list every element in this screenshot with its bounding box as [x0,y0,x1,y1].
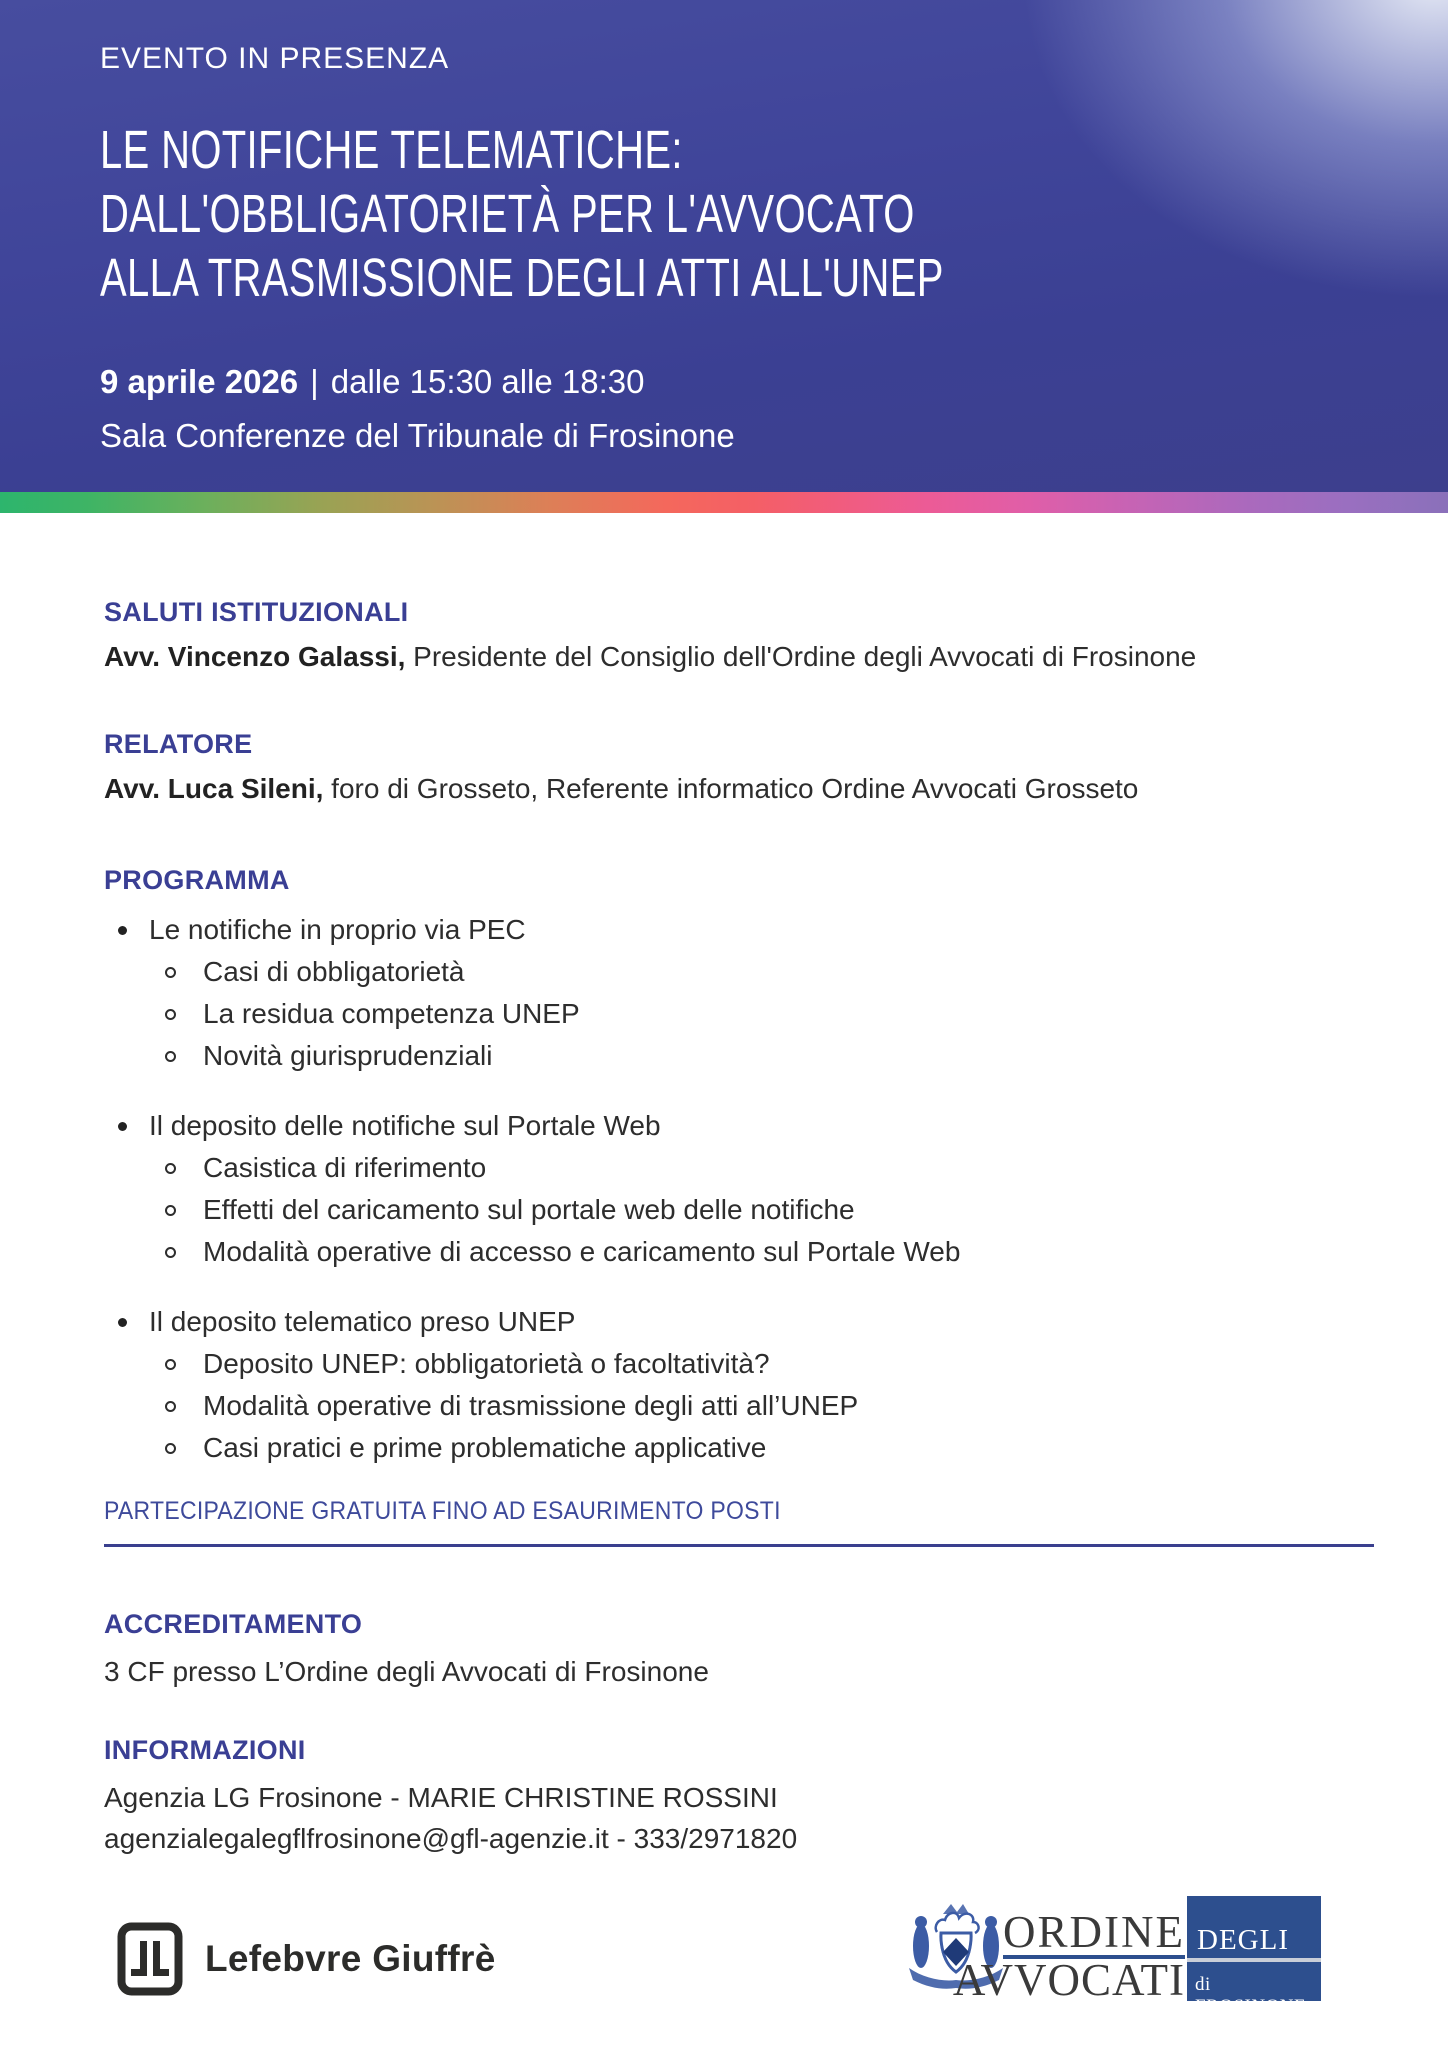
relatore-speaker-role: foro di Grosseto, Referente informatico Ordine Avvocati Grosseto [323,773,1139,804]
program-subitem [104,993,1372,1035]
program-item [104,909,1372,951]
hero-banner [0,0,1448,492]
saluti-speaker-line [104,637,1372,677]
bullet-circle-icon [165,967,176,978]
program-subitem [104,1147,1372,1189]
informazioni-email-line: agenzialegalegflfrosinone@gfl-agenzie.it - 333/2971820 [104,1823,798,1854]
program-group [104,1301,1372,1469]
bullet-dot-icon [118,1122,127,1131]
section-heading-accreditamento: ACCREDITAMENTO [104,1609,363,1639]
lefebvre-giuffre-logo [117,1922,496,1996]
program-item-label: Il deposito delle notifiche sul Portale Web [149,1110,661,1141]
bullet-circle-icon [165,1359,176,1370]
program-subitem [104,1189,1372,1231]
relatore-speaker-line [104,769,1372,809]
bullet-circle-icon [165,1247,176,1258]
section-divider-rule [104,1544,1374,1547]
event-venue: Sala Conferenze del Tribunale di Frosinone [100,417,735,454]
program-subitem-label: Effetti del caricamento sul portale web delle notifiche [203,1194,855,1225]
lefebvre-mark-icon [117,1922,183,1996]
section-heading-relatore: RELATORE [104,729,253,759]
program-subitem-label: Deposito UNEP: obbligatorietà o facoltatività? [203,1348,770,1379]
section-heading-informazioni: INFORMAZIONI [104,1735,306,1765]
program-subitem-label: Novità giurisprudenziali [203,1040,493,1071]
bullet-circle-icon [165,1163,176,1174]
section-heading-saluti: SALUTI ISTITUZIONALI [104,597,409,627]
event-title-line-2: DALL'OBBLIGATORIETÀ PER L'AVVOCATO [100,184,915,244]
free-participation-note: PARTECIPAZIONE GRATUITA FINO AD ESAURIMENTO POSTI [104,1497,781,1525]
bullet-circle-icon [165,1205,176,1216]
event-title-line-3: ALLA TRASMISSIONE DEGLI ATTI ALL'UNEP [100,248,944,308]
relatore-speaker-name: Avv. Luca Sileni, [104,773,324,804]
program-subitem-label: La residua competenza UNEP [203,998,580,1029]
bullet-dot-icon [118,1318,127,1327]
ordine-logo-line1: ORDINE [1003,1907,1185,1957]
ordine-logo-box-bottom: di FROSINONE [1195,1974,1307,2017]
program-item-label: Il deposito telematico preso UNEP [149,1306,576,1337]
ordine-avvocati-logo [903,1888,1373,2018]
saluti-speaker-name: Avv. Vincenzo Galassi, [104,641,406,672]
bullet-dot-icon [118,926,127,935]
event-title-line-1: LE NOTIFICHE TELEMATICHE: [100,120,683,180]
ordine-logo-box [1187,1896,1321,2017]
program-group [104,1105,1372,1273]
bullet-circle-icon [165,1443,176,1454]
program-item [104,1301,1372,1343]
event-type-label: EVENTO IN PRESENZA [100,42,450,75]
event-title [100,118,1240,310]
program-item-label: Le notifiche in proprio via PEC [149,914,526,945]
section-heading-programma: PROGRAMMA [104,865,290,895]
bullet-circle-icon [165,1009,176,1020]
ordine-logo-line2: AVVOCATI [952,1955,1185,2005]
footer [0,1880,1448,2020]
program-subitem-label: Modalità operative di trasmissione degli atti all’UNEP [203,1390,859,1421]
program-subitem [104,1343,1372,1385]
flyer-body [0,595,1448,1859]
program-subitem [104,1385,1372,1427]
ordine-logo-box-top: DEGLI [1197,1924,1289,1956]
bullet-circle-icon [165,1401,176,1412]
program-subitem-label: Modalità operative di accesso e caricamento sul Portale Web [203,1236,961,1267]
informazioni-contact-line: Agenzia LG Frosinone - MARIE CHRISTINE ROSSINI [104,1782,778,1813]
program-subitem-label: Casi pratici e prime problematiche applicative [203,1432,767,1463]
program-subitem [104,1035,1372,1077]
program-subitem-label: Casistica di riferimento [203,1152,487,1183]
saluti-speaker-role: Presidente del Consiglio dell'Ordine degli Avvocati di Frosinone [405,641,1197,672]
lefebvre-logo-text: Lefebvre Giuffrè [205,1938,496,1979]
rainbow-divider [0,492,1448,513]
program-subitem [104,951,1372,993]
program-list [104,909,1372,1469]
bullet-circle-icon [165,1051,176,1062]
event-date: 9 aprile 2026 [100,363,299,400]
event-time: dalle 15:30 alle 18:30 [330,363,645,400]
event-datetime [100,360,645,404]
program-subitem [104,1427,1372,1469]
program-group [104,909,1372,1077]
program-subitem-label: Casi di obbligatorietà [203,956,465,987]
program-subitem [104,1231,1372,1273]
datetime-separator: | [310,363,319,400]
program-item [104,1105,1372,1147]
accreditamento-text: 3 CF presso L’Ordine degli Avvocati di Frosinone [104,1656,709,1687]
